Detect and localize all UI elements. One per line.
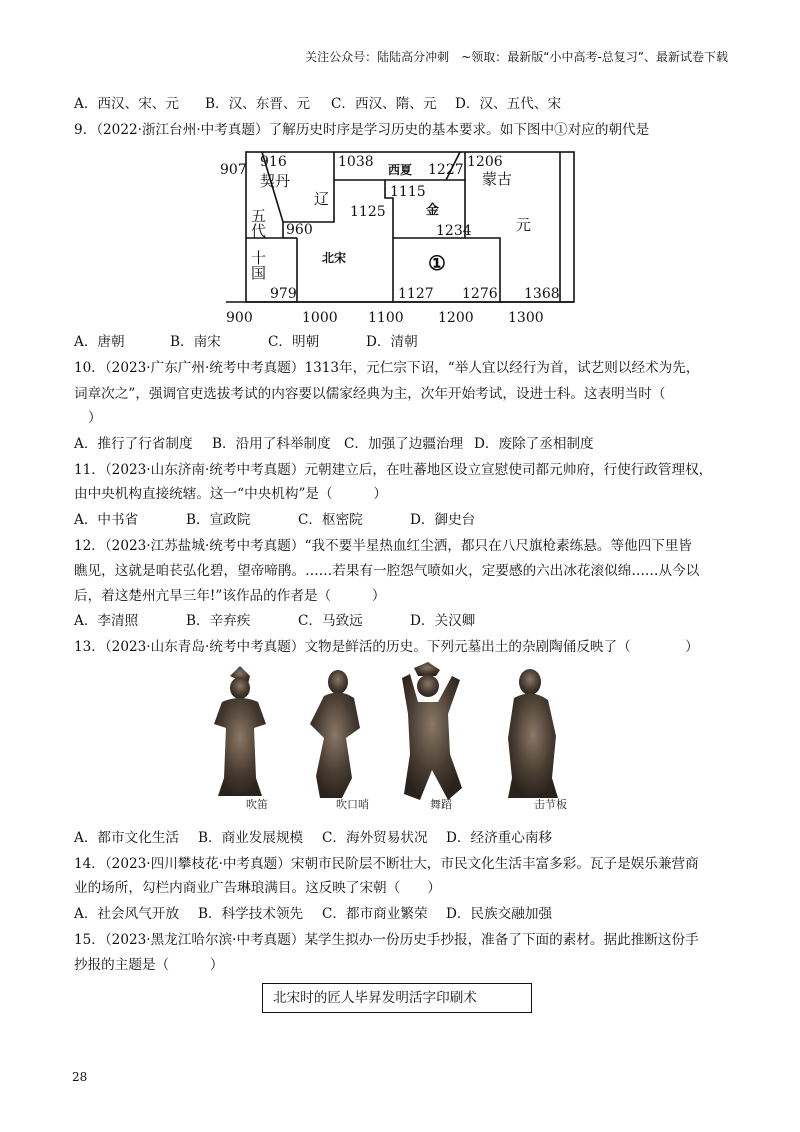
region-label: 蒙古 xyxy=(482,170,513,188)
q10-line-2: 词章次之”，强调官吏选拔考试的内容要以儒家经典为主，次年开始考试，设进士科。这表明当时（ xyxy=(74,386,666,402)
material-box: 北宋时的匠人毕昇发明活字印刷术 xyxy=(262,983,532,1013)
region-label: ① xyxy=(428,251,446,275)
year-label: 1127 xyxy=(398,286,434,302)
option-b: B．科学技术领先 xyxy=(198,906,304,922)
option-c: C．马致远 xyxy=(298,613,363,629)
q15-line-2: 抄报的主题是（ ） xyxy=(74,957,224,973)
year-label: 979 xyxy=(270,286,297,302)
q13-options xyxy=(74,828,552,848)
option-d: D．关汉卿 xyxy=(410,613,476,629)
q11-line-2: 由中央机构直接统辖。这一“中央机构”是（ ） xyxy=(74,486,387,502)
year-label: 1276 xyxy=(462,286,498,302)
region-label: 辽 xyxy=(314,190,330,208)
pottery-figurines-photo xyxy=(196,658,586,818)
option-b: B．南宋 xyxy=(170,334,221,350)
region-label: 十国 xyxy=(249,250,267,280)
q11-line-1: 11．（2023·山东济南·统考中考真题）元朝建立后，在吐蕃地区设立宣慰使司都元帅府，行使行政管理权， xyxy=(74,462,713,478)
q12-line-3: 后，着这楚州亢旱三年!”该作品的作者是（ ） xyxy=(74,588,386,604)
region-label: 北宋 xyxy=(322,251,347,265)
option-b: B．汉、东晋、元 xyxy=(205,96,311,112)
region-label: 西夏 xyxy=(388,163,413,177)
figure-caption: 舞蹈 xyxy=(430,798,452,811)
figurine-flute-player xyxy=(214,666,266,796)
region-label: 元 xyxy=(516,216,532,234)
option-d: D．经济重心南移 xyxy=(446,830,553,846)
figurine-dancer xyxy=(402,662,462,800)
option-b: B．商业发展规模 xyxy=(198,830,304,846)
axis-tick-label: 900 xyxy=(226,310,253,326)
option-c: C．都市商业繁荣 xyxy=(322,906,428,922)
q13-stem: 13．（2023·山东青岛·统考中考真题）文物是鲜活的历史。下列元墓出土的杂剧陶俑反映了（ ） xyxy=(74,639,699,655)
year-label: 1125 xyxy=(350,204,386,220)
year-label: 916 xyxy=(260,154,287,170)
axis-tick-label: 1000 xyxy=(302,310,338,326)
option-a: A．中书省 xyxy=(74,512,139,528)
year-label: 1368 xyxy=(524,286,560,302)
figure-caption: 击节板 xyxy=(534,798,567,811)
year-label: 907 xyxy=(220,162,247,178)
option-c: C．加强了边疆治理 xyxy=(344,436,464,452)
region-label: 金 xyxy=(426,203,440,218)
q14-line-1: 14．（2023·四川攀枝花·中考真题）宋朝市民阶层不断壮大，市民文化生活丰富多彩。瓦子是娱乐兼营商 xyxy=(74,856,699,872)
year-label: 1227 xyxy=(428,162,464,178)
year-label: 960 xyxy=(286,222,313,238)
q14-options xyxy=(74,904,552,924)
figurine-clapper-player xyxy=(508,669,558,798)
q9-options xyxy=(74,332,418,352)
option-c: C．枢密院 xyxy=(298,512,363,528)
q12-options xyxy=(74,611,475,631)
q8-options xyxy=(74,94,561,114)
q15-line-1: 15．（2023·黑龙江哈尔滨·中考真题）某学生拟办一份历史手抄报，准备了下面的素材。据此推断这份手 xyxy=(74,932,699,948)
region-label: 五代 xyxy=(249,208,267,238)
year-label: 1038 xyxy=(338,154,374,170)
option-a: A．李清照 xyxy=(74,613,139,629)
option-a: A．推行了行省制度 xyxy=(74,436,193,452)
option-b: B．沿用了科举制度 xyxy=(212,436,331,452)
q9-stem: 9．（2022·浙江台州·中考真题）了解历史时序是学习历史的基本要求。如下图中①对应的朝代是 xyxy=(74,122,650,138)
option-d: D．废除了丞相制度 xyxy=(474,436,594,452)
q10-line-3: ） xyxy=(88,410,102,426)
figure-caption: 吹口哨 xyxy=(336,798,369,811)
option-d: D．汉、五代、宋 xyxy=(455,96,562,112)
region-label: 契丹 xyxy=(260,172,291,190)
q12-line-2: 瞧见，这就是咱苌弘化碧，望帝啼鹃。……若果有一腔怨气喷如火，定要感的六出冰花滚似绵……从今以 xyxy=(74,563,700,579)
option-c: C．明朝 xyxy=(268,334,320,350)
option-d: D．御史台 xyxy=(410,512,476,528)
q14-line-2: 业的场所，勾栏内商业广告琳琅满目。这反映了宋朝（ ） xyxy=(74,880,442,896)
option-b: B．宣政院 xyxy=(186,512,251,528)
option-a: A．社会风气开放 xyxy=(74,906,179,922)
q11-options xyxy=(74,510,475,530)
axis-tick-label: 1200 xyxy=(438,310,474,326)
year-label: 1206 xyxy=(467,154,503,170)
option-c: C．西汉、隋、元 xyxy=(331,96,437,112)
figurine-whistler xyxy=(310,670,360,798)
q12-line-1: 12．（2023·江苏盐城·统考中考真题）“我不要半星热血红尘洒，都只在八尺旗枪素练悬。等他四下里皆 xyxy=(74,538,693,554)
option-b: B．辛弃疾 xyxy=(186,613,251,629)
dynasty-timeline-chart xyxy=(210,146,580,328)
axis-tick-label: 1300 xyxy=(508,310,544,326)
page-header: 关注公众号：陆陆高分冲刺 ~领取：最新版“小中高考-总复习”、最新试卷下载 xyxy=(305,50,728,64)
option-d: D．民族交融加强 xyxy=(446,906,553,922)
q10-options xyxy=(74,434,594,454)
axis-tick-label: 1100 xyxy=(368,310,404,326)
option-a: A．唐朝 xyxy=(74,334,125,350)
option-d: D．清朝 xyxy=(366,334,418,350)
q10-line-1: 10．（2023·广东广州·统考中考真题）1313年，元仁宗下诏，“举人宜以经行为首，试艺则以经术为先， xyxy=(74,360,700,376)
option-a: A．都市文化生活 xyxy=(74,830,179,846)
option-a: A．西汉、宋、元 xyxy=(74,96,179,112)
page-number: 28 xyxy=(72,1070,88,1084)
year-label: 1115 xyxy=(390,184,426,200)
year-label: 1234 xyxy=(436,223,472,239)
option-c: C．海外贸易状况 xyxy=(322,830,428,846)
figure-caption: 吹笛 xyxy=(246,798,268,811)
